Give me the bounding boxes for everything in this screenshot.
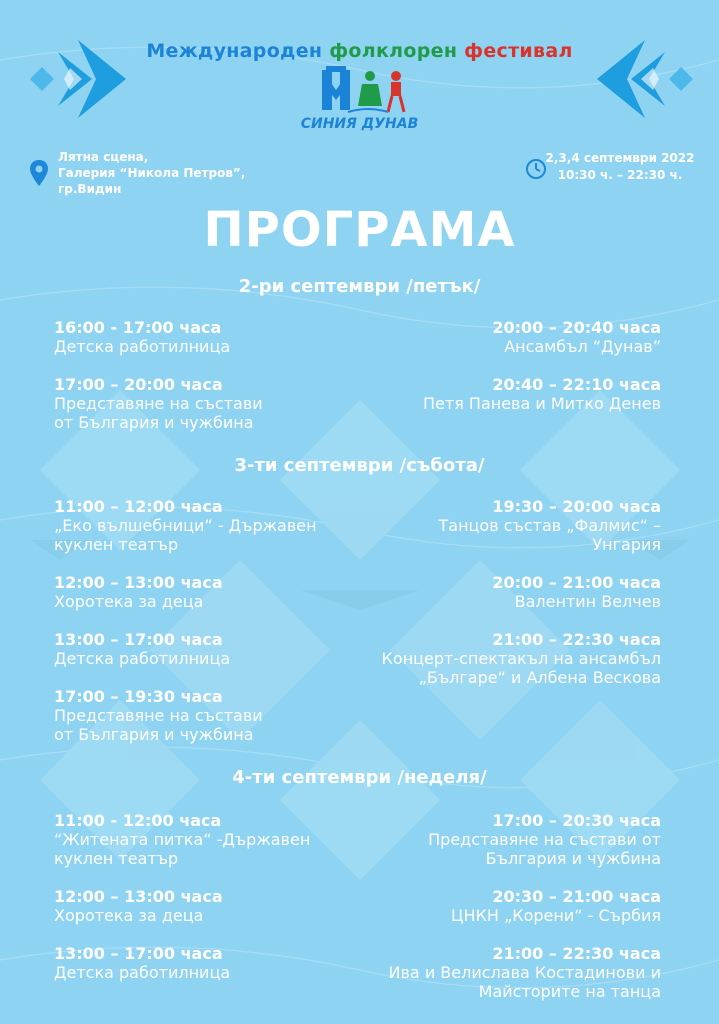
festival-title-part2: фолклорен bbox=[329, 40, 458, 62]
event-desc: Детска работилница bbox=[54, 337, 231, 356]
festival-logo bbox=[318, 66, 418, 116]
event-time: 19:30 – 20:00 часа bbox=[492, 497, 661, 516]
event-desc: Хоротека за деца bbox=[54, 592, 204, 611]
event-item bbox=[331, 497, 661, 554]
event-desc: „Еко вълшебници“ - Държавен куклен театър bbox=[54, 516, 317, 554]
event-desc: Представяне на състави от България и чужбина bbox=[54, 706, 263, 744]
event-desc: Представяне на състави от България и чужбина bbox=[54, 394, 263, 432]
venue-address bbox=[58, 149, 245, 197]
event-item bbox=[54, 687, 374, 744]
day-heading: 2-ри септември /петък/ bbox=[238, 276, 481, 297]
event-time: 12:00 – 13:00 часа bbox=[54, 573, 223, 592]
event-time: 21:00 – 22:30 часа bbox=[492, 944, 661, 963]
event-time: 17:00 – 20:30 часа bbox=[492, 811, 661, 830]
event-item bbox=[331, 318, 661, 356]
event-item bbox=[331, 573, 661, 611]
venue-line3: гр.Видин bbox=[58, 182, 122, 196]
festival-dates bbox=[535, 150, 705, 184]
event-item bbox=[331, 630, 661, 687]
venue-line2: Галерия “Никола Петров”, bbox=[58, 166, 246, 180]
event-time: 21:00 – 22:30 часа bbox=[492, 630, 661, 649]
location-pin-icon bbox=[30, 160, 48, 186]
event-item bbox=[54, 887, 374, 925]
event-item bbox=[331, 887, 661, 925]
day-heading: 3-ти септември /събота/ bbox=[234, 455, 485, 476]
event-item bbox=[54, 573, 374, 611]
hours-line: 10:30 ч. – 22:30 ч. bbox=[557, 168, 683, 182]
event-time: 12:00 – 13:00 часа bbox=[54, 887, 223, 906]
event-item bbox=[54, 811, 374, 868]
program-title: ПРОГРАМА bbox=[203, 202, 516, 258]
event-item bbox=[54, 375, 374, 432]
event-desc: Детска работилница bbox=[54, 963, 231, 982]
event-desc: Ансамбъл “Дунав” bbox=[504, 337, 661, 356]
event-desc: ЦНКН „Корени“ - Сърбия bbox=[451, 906, 661, 925]
festival-title-part3: фестивал bbox=[464, 40, 573, 62]
event-desc: Ива и Велислава Костадинови и Майсторите на танца bbox=[388, 963, 661, 1001]
event-time: 20:40 – 22:10 часа bbox=[492, 375, 661, 394]
event-desc: Представяне на състави от България и чужбина bbox=[428, 830, 661, 868]
event-time: 11:00 - 12:00 часа bbox=[54, 811, 222, 830]
event-time: 20:00 – 21:00 часа bbox=[492, 573, 661, 592]
event-time: 20:00 – 20:40 часа bbox=[492, 318, 661, 337]
event-item bbox=[54, 944, 374, 982]
event-time: 20:30 – 21:00 часа bbox=[492, 887, 661, 906]
event-item bbox=[54, 630, 374, 668]
day-heading: 4-ти септември /неделя/ bbox=[232, 767, 487, 788]
event-item bbox=[331, 375, 661, 413]
event-item bbox=[331, 811, 661, 868]
event-item bbox=[331, 944, 661, 1001]
event-time: 16:00 - 17:00 часа bbox=[54, 318, 222, 337]
festival-title bbox=[0, 40, 719, 62]
event-desc: Валентин Велчев bbox=[514, 592, 661, 611]
dates-line: 2,3,4 септември 2022 bbox=[545, 151, 695, 165]
event-desc: Концерт-спектакъл на ансамбъл „Българе“ и Албена Вескова bbox=[381, 649, 661, 687]
event-time: 13:00 – 17:00 часа bbox=[54, 944, 223, 963]
event-item bbox=[54, 497, 374, 554]
event-desc: “Житената питка“ -Държавен куклен театър bbox=[54, 830, 311, 868]
event-time: 17:00 – 19:30 часа bbox=[54, 687, 223, 706]
event-desc: Петя Панева и Митко Денев bbox=[423, 394, 661, 413]
event-time: 17:00 – 20:00 часа bbox=[54, 375, 223, 394]
event-desc: Хоротека за деца bbox=[54, 906, 204, 925]
logo-name: СИНИЯ ДУНАВ bbox=[300, 116, 419, 132]
event-time: 11:00 – 12:00 часа bbox=[54, 497, 223, 516]
event-item bbox=[54, 318, 374, 356]
festival-title-part1: Международен bbox=[146, 40, 323, 62]
event-time: 13:00 – 17:00 часа bbox=[54, 630, 223, 649]
event-desc: Детска работилница bbox=[54, 649, 231, 668]
venue-line1: Лятна сцена, bbox=[58, 150, 149, 164]
event-desc: Танцов състав „Фалмис“ – Унгария bbox=[438, 516, 661, 554]
